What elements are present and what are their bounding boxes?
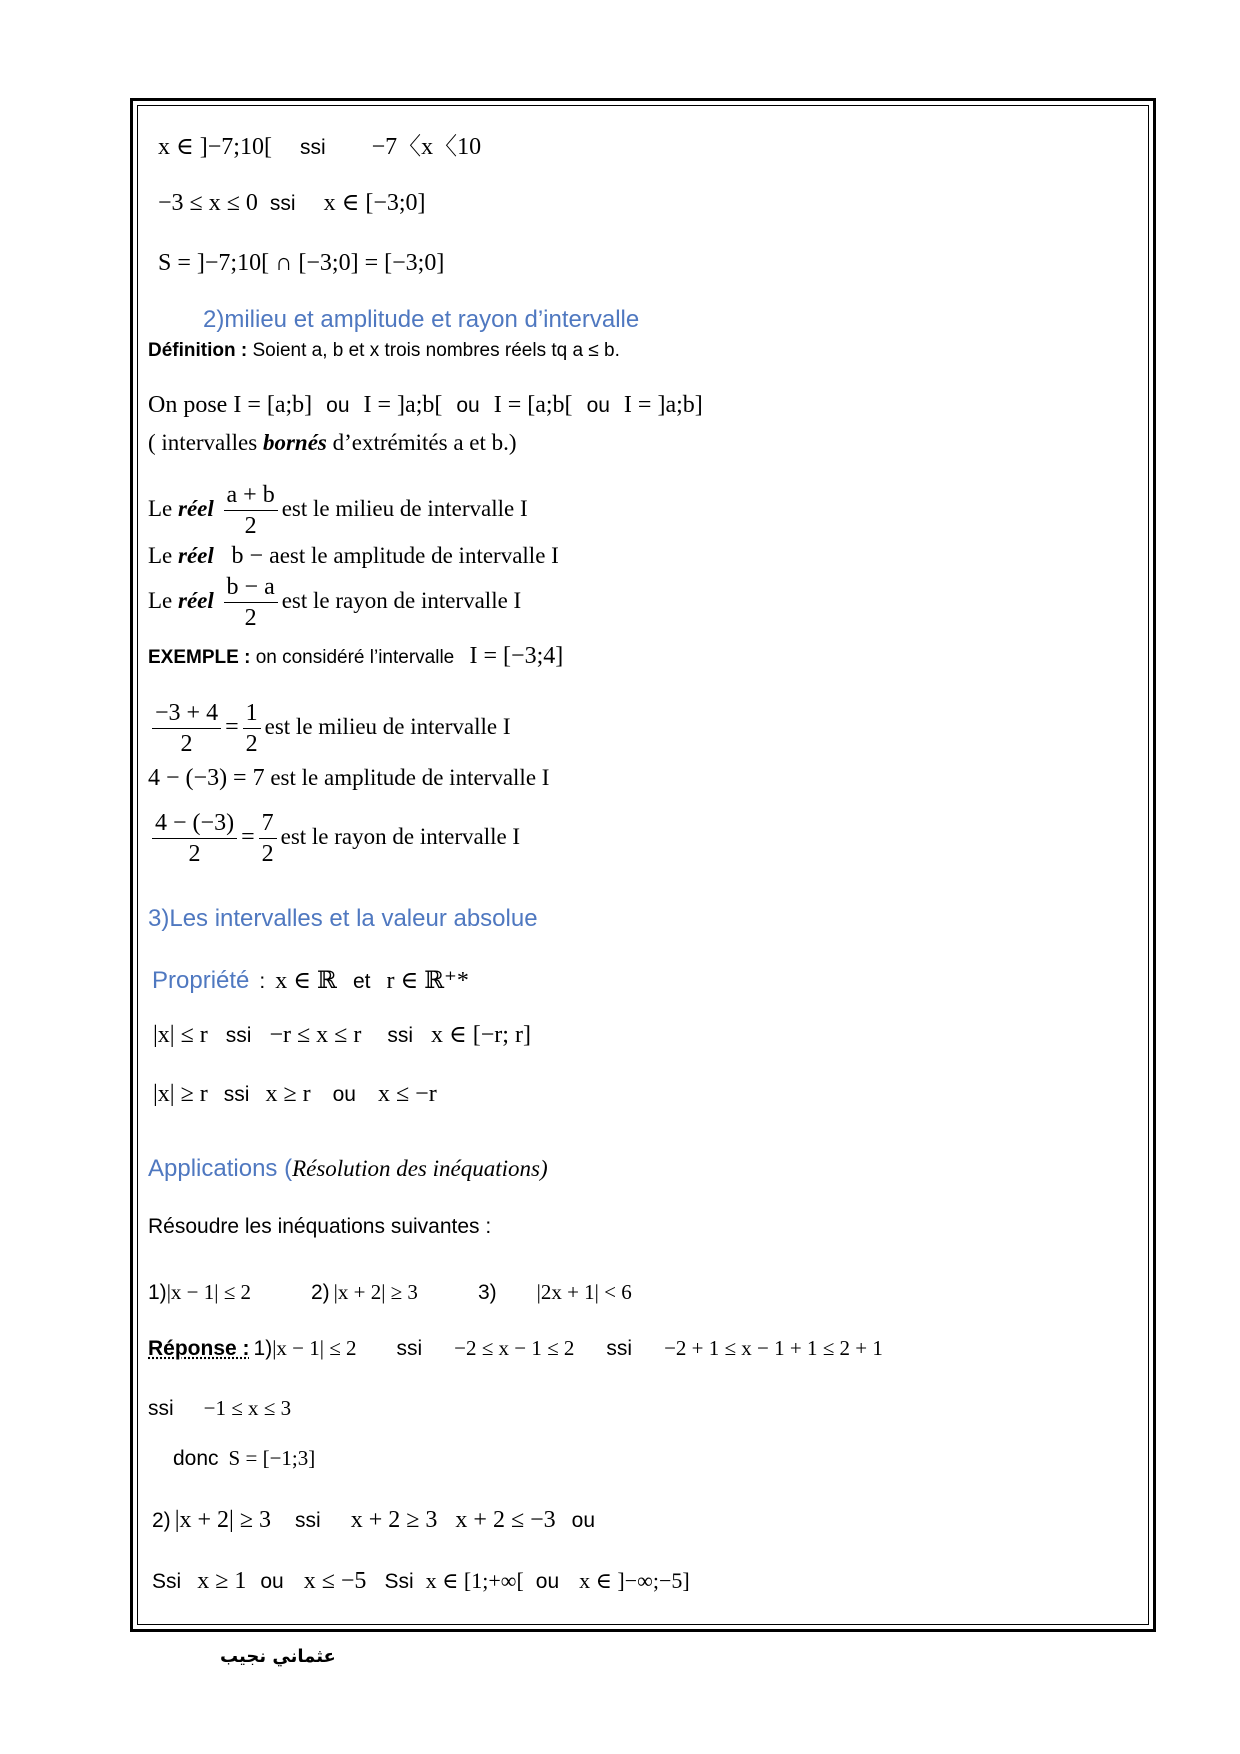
math-expr: −2 ≤ x − 1 ≤ 2 [454, 1336, 575, 1360]
line-bornes [148, 430, 517, 456]
word-ssi: ssi [387, 1024, 413, 1047]
math-expr: −2 + 1 ≤ x − 1 + 1 ≤ 2 + 1 [664, 1336, 883, 1360]
numerator: a + b [224, 480, 278, 511]
text-bold: réel [178, 587, 214, 613]
text-bold: bornés [262, 430, 327, 455]
math-expr: |x| ≥ r [153, 1081, 208, 1107]
line-rayon [148, 572, 521, 633]
fraction [243, 698, 261, 759]
word-ou: ou [535, 1570, 560, 1593]
equals: = [225, 713, 239, 740]
definition-label: Définition : [148, 340, 248, 361]
line-applications [148, 1155, 548, 1183]
fraction [152, 808, 237, 869]
text: Le [148, 495, 179, 521]
line-resoudre: Résoudre les inéquations suivantes : [148, 1215, 492, 1238]
text: ( intervalles [148, 430, 263, 455]
line-propriete [152, 966, 469, 995]
text: on considéré l’intervalle [255, 647, 455, 668]
line-example-milieu [148, 698, 511, 759]
denominator: 2 [261, 841, 274, 867]
fraction [259, 808, 277, 869]
text-italic: Résolution des inéquations) [292, 1156, 548, 1181]
line-example-rayon [148, 808, 520, 869]
math-expr: x ≥ 1 [197, 1568, 247, 1594]
numerator: 1 [243, 698, 261, 729]
line-exemple [148, 643, 563, 670]
denominator: 2 [244, 605, 257, 631]
math-expr: −3 ≤ x ≤ 0 [158, 190, 258, 216]
math-expr: x ≤ −r [377, 1081, 437, 1107]
word-ssi: ssi [148, 1397, 174, 1420]
section-heading-2: 2)milieu et amplitude et rayon d’intervalle [203, 306, 640, 333]
line-reponse [148, 1336, 883, 1361]
propriete-label: Propriété [152, 967, 250, 994]
math-expr: S = [−1;3] [228, 1446, 316, 1470]
math-expr: x ∈ ]−7;10[ [158, 134, 272, 160]
math-expr: x ∈ [−r; r] [431, 1022, 531, 1048]
math-expr: −r ≤ x ≤ r [269, 1022, 362, 1048]
math-expr: x ∈ [−3;0] [323, 190, 426, 216]
word-ssi: ssi [269, 192, 296, 215]
numerator: −3 + 4 [152, 698, 221, 729]
text: est le amplitude de intervalle I [279, 543, 559, 568]
denominator: 2 [244, 513, 257, 539]
definition-text: Soient a, b et x trois nombres réels tq a ≤ b. [252, 340, 620, 361]
line-reponse-donc [173, 1446, 315, 1471]
line-exercises [148, 1280, 632, 1305]
math-expr: −7〈x〈10 [371, 134, 482, 160]
math-expr: b − a [231, 543, 280, 569]
math-expr: S = ]−7;10[ ∩ [−3;0] = [−3;0] [158, 250, 445, 276]
text: Le [148, 543, 179, 568]
word-ou: ou [326, 394, 350, 417]
colon: : [259, 970, 266, 993]
word-ssi: ssi [606, 1337, 633, 1360]
denominator: 2 [245, 731, 258, 757]
text: d’extrémités a et b.) [326, 430, 517, 455]
math-expr: x + 2 ≤ −3 [455, 1507, 556, 1533]
text: est le milieu de intervalle I [264, 713, 511, 739]
math-expr: On pose I = [a;b] [148, 392, 313, 418]
math-expr: I = [a;b[ [493, 392, 573, 418]
line-amplitude [148, 543, 559, 570]
line-interval-2 [158, 188, 426, 217]
word-ou: ou [571, 1509, 596, 1532]
fraction [152, 698, 221, 759]
exercise-number: 2) [152, 1509, 171, 1532]
word-donc: donc [173, 1447, 219, 1470]
math-expr: |x + 2| ≥ 3 [174, 1507, 272, 1533]
exercise-number: 1) [253, 1337, 273, 1360]
math-expr: x ∈ [1;+∞[ [425, 1568, 524, 1593]
word-ou: ou [260, 1570, 284, 1593]
math-expr: x + 2 ≥ 3 [350, 1507, 438, 1533]
math-expr: I = [−3;4] [469, 643, 564, 669]
math-expr: x ≤ −5 [303, 1568, 367, 1594]
footer-author: عثماني نجيب [220, 1646, 336, 1667]
math-expr: I = ]a;b[ [363, 392, 443, 418]
math-expr: |2x + 1| < 6 [536, 1280, 632, 1304]
numerator: b − a [224, 572, 278, 603]
line-property-1 [153, 1020, 531, 1049]
exercise-number: 3) [477, 1281, 497, 1304]
word-ou: ou [456, 394, 480, 417]
line-example-amplitude [148, 765, 549, 792]
exemple-label: EXEMPLE : [148, 647, 251, 668]
word-et: et [352, 970, 371, 993]
numerator: 7 [259, 808, 277, 839]
math-expr: r ∈ ℝ⁺* [386, 968, 469, 994]
exercise-number: 2) [310, 1281, 330, 1304]
math-expr: |x − 1| ≤ 2 [272, 1336, 357, 1360]
reponse-label: Réponse : [148, 1337, 250, 1360]
word-ssi: ssi [223, 1083, 250, 1106]
math-expr: x ∈ ℝ [275, 968, 337, 994]
line-solution-set [158, 250, 444, 277]
word-ssi: ssi [225, 1024, 252, 1047]
text-bold: réel [178, 495, 214, 521]
line-reponse-ssi [148, 1396, 291, 1421]
word-ou: ou [332, 1083, 356, 1106]
section-heading-3: 3)Les intervalles et la valeur absolue [148, 905, 538, 932]
denominator: 2 [188, 841, 201, 867]
word-ssi: ssi [295, 1509, 321, 1532]
math-expr: |x + 2| ≥ 3 [333, 1280, 418, 1304]
math-expr: |x − 1| ≤ 2 [166, 1280, 251, 1304]
text: Le [148, 587, 179, 613]
fraction [224, 480, 278, 541]
word-ssi: ssi [396, 1337, 423, 1360]
fraction [224, 572, 278, 633]
line-reponse-final [152, 1568, 690, 1595]
math-expr: −1 ≤ x ≤ 3 [203, 1396, 292, 1420]
math-expr: x ≥ r [265, 1081, 311, 1107]
text: est le rayon de intervalle I [280, 823, 521, 849]
word-ssi: Ssi [384, 1570, 414, 1593]
word-ssi: ssi [299, 136, 326, 159]
equals: = [241, 823, 255, 850]
line-interval-1 [158, 126, 481, 161]
word-ssi: Ssi [152, 1570, 182, 1593]
line-on-pose [148, 392, 703, 419]
text: est le rayon de intervalle I [281, 587, 522, 613]
text-bold: réel [178, 543, 214, 568]
math-expr: 4 − (−3) = 7 [148, 765, 265, 791]
line-reponse-2 [152, 1507, 595, 1534]
numerator: 4 − (−3) [152, 808, 237, 839]
exercise-number: 1) [148, 1281, 167, 1304]
math-expr: |x| ≤ r [153, 1022, 208, 1048]
word-ou: ou [586, 394, 610, 417]
math-expr: x ∈ ]−∞;−5] [579, 1568, 690, 1593]
line-milieu [148, 480, 528, 541]
math-expr: I = ]a;b] [623, 392, 703, 418]
applications-label: Applications ( [148, 1155, 293, 1182]
text: est le milieu de intervalle I [281, 495, 528, 521]
line-property-2 [153, 1081, 437, 1108]
definition-line [148, 340, 620, 362]
denominator: 2 [180, 731, 193, 757]
text: est le amplitude de intervalle I [270, 765, 550, 790]
